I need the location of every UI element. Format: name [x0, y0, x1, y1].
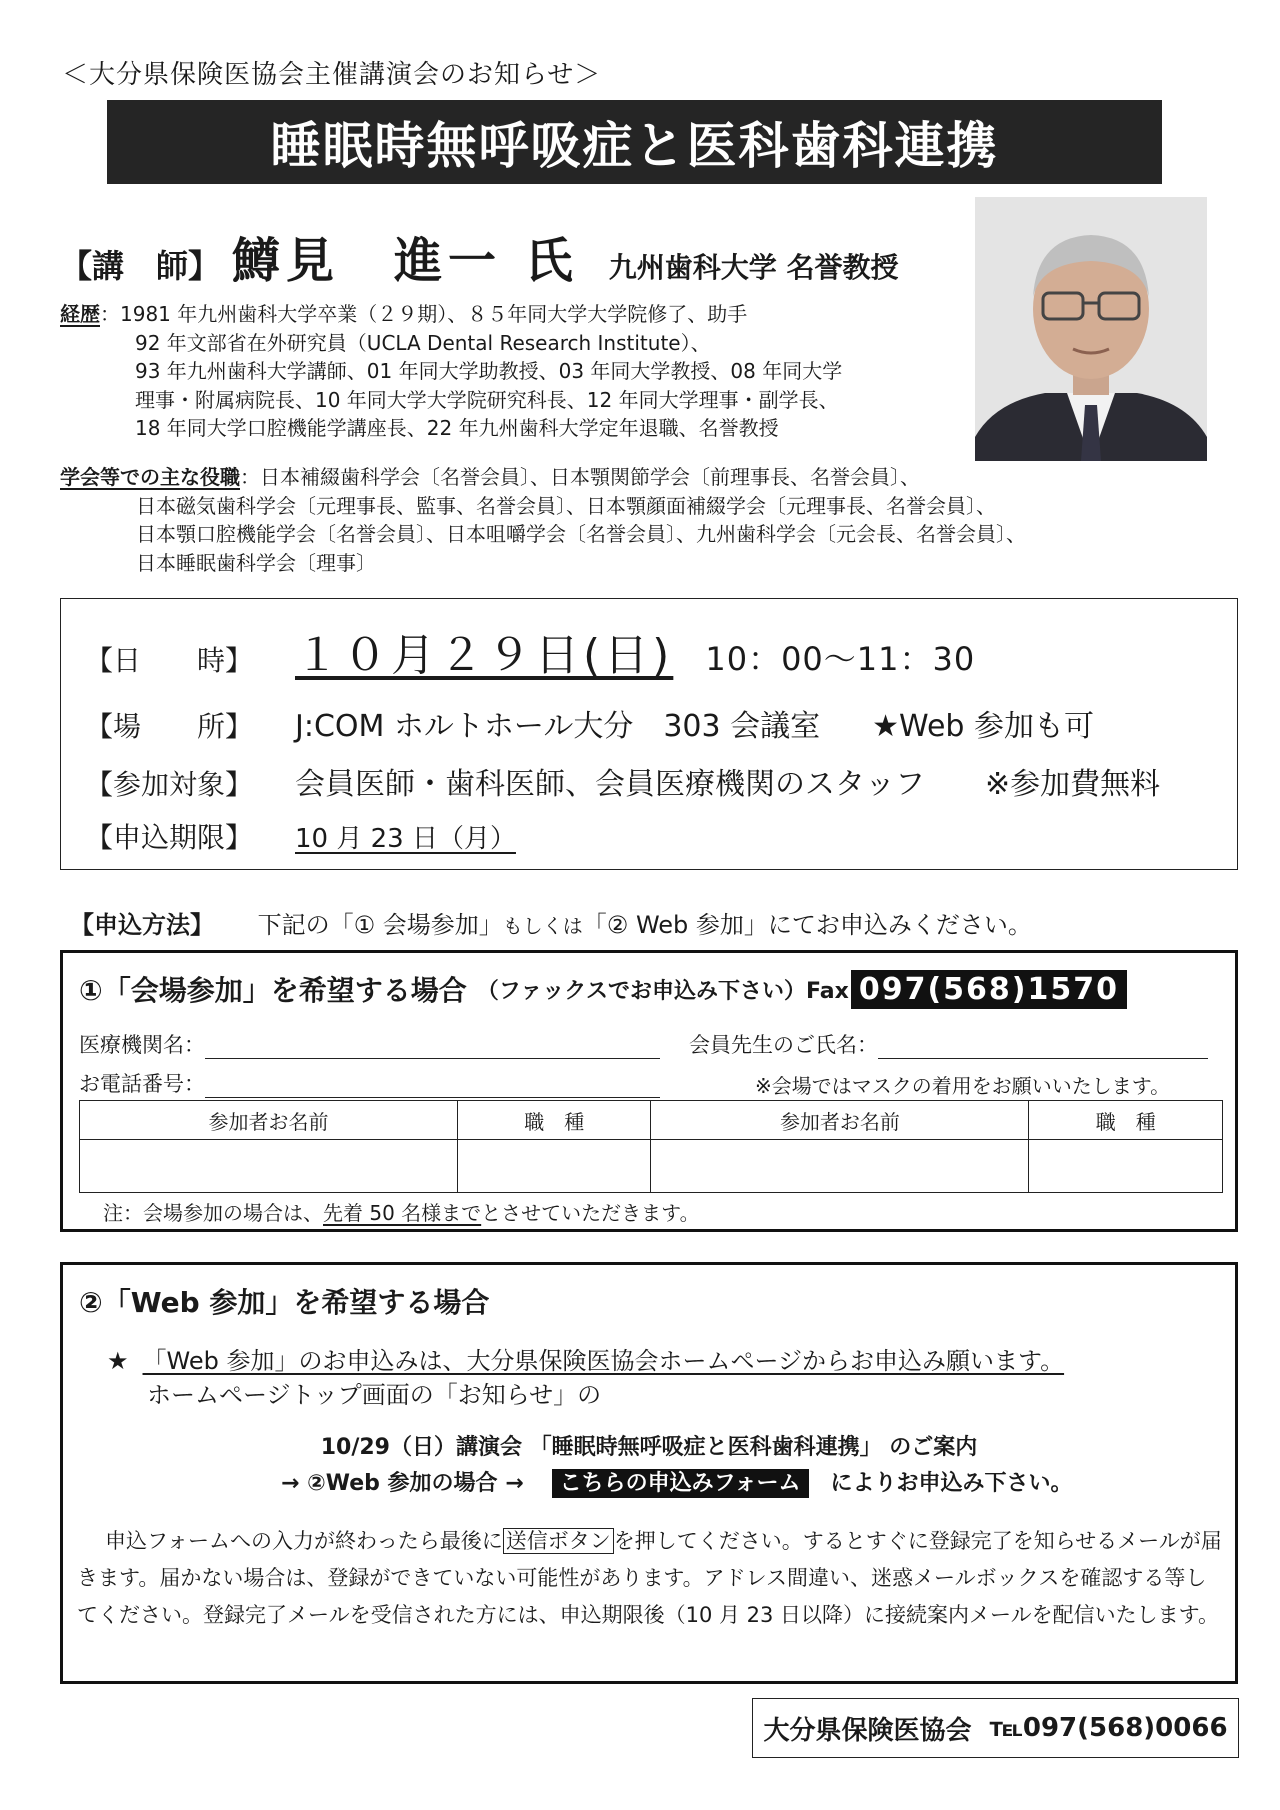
date-label: 【日 時】: [85, 644, 254, 677]
place-row: [85, 701, 1094, 745]
venue-heading-row: [79, 969, 1127, 1009]
phone-number: ℡097(568)0066: [989, 1713, 1228, 1743]
footer-contact: [752, 1698, 1239, 1758]
target-label: 【参加対象】: [85, 768, 254, 801]
column-header: 参加者お名前: [651, 1101, 1029, 1140]
speaker-name: 鱒見 進一 氏: [232, 233, 579, 289]
career-line: 92 年文部省在外研究員（UCLA Dental Research Institute）、: [135, 330, 711, 355]
page-title: 睡眠時無呼吸症と医科歯科連携: [107, 100, 1162, 184]
target-row: [85, 759, 1160, 803]
institution-field[interactable]: [79, 1029, 660, 1059]
paragraph-text: 申込フォームへの入力が終わったら最後に: [105, 1529, 503, 1553]
job-type-cell[interactable]: [1029, 1140, 1223, 1193]
career-line: ：1981 年九州歯科大学卒業（２９期）、８５年同大学大学院修了、助手: [100, 302, 748, 326]
speaker-label: 【講 師】: [60, 247, 221, 285]
venue-heading: ①「会場参加」を希望する場合: [79, 974, 467, 1007]
speaker-photo: [975, 197, 1207, 461]
phone-line[interactable]: [205, 1075, 660, 1098]
event-time: 10：00～11：30: [705, 640, 976, 678]
member-name-field[interactable]: [689, 1029, 1208, 1059]
fee-note: ※参加費無料: [985, 767, 1161, 802]
capacity-limit: 先着 50 名様まで: [323, 1201, 482, 1225]
mask-note: ※会場ではマスクの着用をお願いいたします。: [755, 1074, 1171, 1098]
event-place: J:COM ホルトホール大分 303 会議室: [295, 709, 821, 744]
institution-label: 医療機関名：: [79, 1033, 205, 1057]
lecture-notice: 10/29（日）講演会 「睡眠時無呼吸症と医科歯科連携」 のご案内: [320, 1435, 978, 1460]
form-path: [281, 1466, 1073, 1497]
column-header: 参加者お名前: [80, 1101, 458, 1140]
member-name-line[interactable]: [878, 1036, 1208, 1059]
registration-table: [79, 1100, 1223, 1193]
table-row: [80, 1140, 1223, 1193]
place-label: 【場 所】: [85, 710, 254, 743]
phone-label: お電話番号：: [79, 1072, 205, 1096]
path-text: → ②Web 参加の場合 →: [281, 1471, 524, 1496]
career-line: 18 年同大学口腔機能学講座長、22 年九州歯科大学定年退職、名誉教授: [135, 416, 779, 440]
application-method: [70, 905, 1032, 940]
web-instruction: [107, 1341, 1064, 1376]
roles-section: [60, 463, 1026, 577]
top-notice: ＜大分県保険医協会主催講演会のお知らせ＞: [62, 60, 602, 90]
roles-line: 日本睡眠歯科学会〔理事〕: [136, 550, 376, 575]
job-type-cell[interactable]: [457, 1140, 651, 1193]
speaker-affiliation: 九州歯科大学 名誉教授: [608, 251, 899, 284]
web-participation-box: [60, 1262, 1238, 1684]
homepage-instruction: ホームページトップ画面の「お知らせ」の: [147, 1381, 602, 1409]
application-form-link[interactable]: こちらの申込みフォーム: [552, 1469, 809, 1498]
roles-line: ：日本補綴歯科学会〔名誉会員〕、日本顎関節学会〔前理事長、名誉会員〕、: [240, 465, 920, 489]
roles-label: 学会等での主な役職: [60, 465, 240, 489]
instructions-paragraph: [77, 1523, 1225, 1634]
fax-instruction: （ファックスでお申込み下さい）Fax: [476, 978, 849, 1004]
date-row: [85, 619, 975, 683]
column-header: 職 種: [457, 1101, 651, 1140]
method-text: 下記の「① 会場参加」: [257, 911, 503, 939]
roles-line: 日本磁気歯科学会〔元理事長、監事、名誉会員〕、日本顎顔面補綴学会〔元理事長、名誉会員〕、: [136, 493, 996, 518]
career-section: [60, 300, 842, 443]
method-text: もしくは: [502, 914, 583, 938]
event-info-box: [60, 598, 1238, 870]
speaker-line: [60, 222, 898, 291]
event-deadline: 10 月 23 日（月）: [295, 824, 516, 854]
column-header: 職 種: [1029, 1101, 1223, 1140]
career-line: 93 年九州歯科大学講師、01 年同大学助教授、03 年同大学教授、08 年同大学: [135, 359, 843, 383]
submit-button-mention: 送信ボタン: [503, 1528, 614, 1554]
path-text: によりお申込み下さい。: [830, 1471, 1073, 1496]
deadline-label: 【申込期限】: [85, 821, 254, 854]
career-label: 経歴: [60, 302, 100, 326]
participant-name-cell[interactable]: [651, 1140, 1029, 1193]
member-name-label: 会員先生のご氏名：: [689, 1033, 878, 1057]
capacity-note: [103, 1197, 700, 1226]
method-label: 【申込方法】: [70, 911, 214, 939]
web-heading: ②「Web 参加」を希望する場合: [79, 1286, 490, 1319]
deadline-row: [85, 816, 516, 856]
participant-name-cell[interactable]: [80, 1140, 458, 1193]
paragraph-text: を押してください。するとすぐに登録完了を知らせるメールが届きます。届かない場合は、登録ができていない可能性があります。アドレス間違い、迷惑メールボックスを確認する等してください。登録完了メールを受信された方には、申込期限後（10 月 23 日以降）に接続案内メールを配信いたします。: [77, 1529, 1222, 1627]
note-text: 注：会場参加の場合は、: [103, 1201, 323, 1225]
roles-line: 日本顎口腔機能学会〔名誉会員〕、日本咀嚼学会〔名誉会員〕、九州歯科学会〔元会長、名誉会員〕、: [136, 522, 1026, 546]
venue-participation-box: [60, 950, 1238, 1232]
career-line: 理事・附属病院長、10 年同大学大学院研究科長、12 年同大学理事・副学長、: [135, 387, 839, 412]
organization-name: 大分県保険医協会: [763, 1715, 972, 1746]
fax-number: 097(568)1570: [851, 970, 1127, 1009]
event-date: １０月２９日(日): [295, 630, 674, 681]
star-icon: ★: [107, 1347, 129, 1375]
phone-field[interactable]: [79, 1068, 660, 1098]
web-ok-note: ★Web 参加も可: [872, 709, 1094, 744]
institution-line[interactable]: [205, 1036, 660, 1059]
web-instruction-text: 「Web 参加」のお申込みは、大分県保険医協会ホームページからお申込み願います。: [142, 1347, 1065, 1375]
note-text: とさせていただきます。: [481, 1201, 700, 1225]
method-text: 「② Web 参加」にてお申込みください。: [582, 911, 1032, 939]
event-target: 会員医師・歯科医師、会員医療機関のスタッフ: [295, 767, 925, 802]
